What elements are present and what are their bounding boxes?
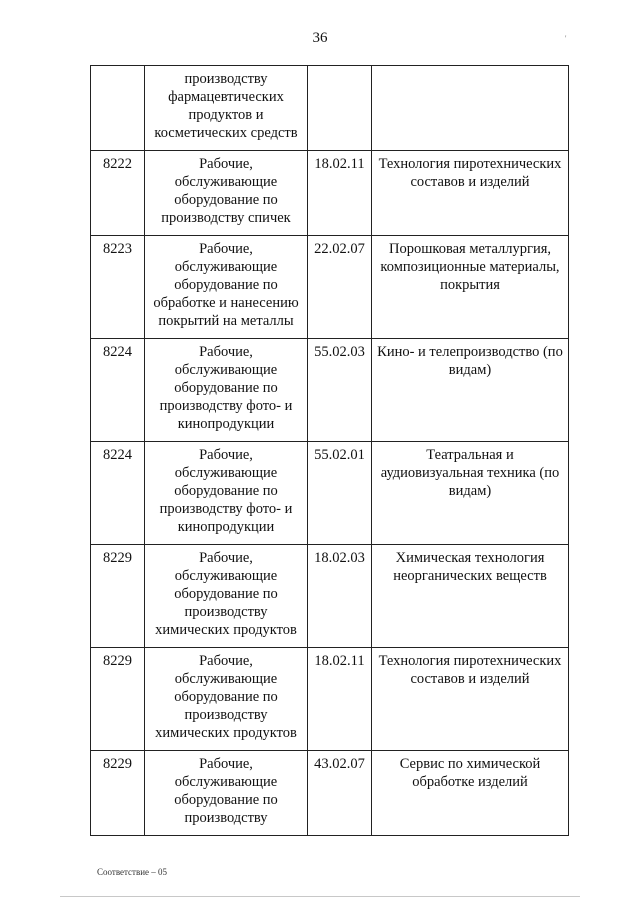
occupation-name-cell: Рабочие, обслуживающие оборудование по производству xyxy=(145,751,308,836)
specialty-code-cell: 18.02.11 xyxy=(308,151,372,236)
occupations-table xyxy=(90,65,569,836)
occupation-code-cell xyxy=(91,66,145,151)
occupation-name-cell: Рабочие, обслуживающие оборудование по обработке и нанесению покрытий на металлы xyxy=(145,236,308,339)
specialty-code-cell xyxy=(308,66,372,151)
scan-edge-line xyxy=(60,896,580,897)
table-row xyxy=(91,545,569,648)
table-row xyxy=(91,339,569,442)
occupation-code-cell: 8229 xyxy=(91,545,145,648)
page-number: 36 xyxy=(312,30,328,46)
occupation-name-cell: Рабочие, обслуживающие оборудование по производству фото- и кинопродукции xyxy=(145,442,308,545)
table-row xyxy=(91,648,569,751)
specialty-name-cell: Технология пиротехнических составов и изделий xyxy=(372,648,569,751)
specialty-code-cell: 55.02.01 xyxy=(308,442,372,545)
specialty-name-cell: Технология пиротехнических составов и изделий xyxy=(372,151,569,236)
occupation-code-cell: 8222 xyxy=(91,151,145,236)
specialty-name-cell: Химическая технология неорганических веществ xyxy=(372,545,569,648)
occupation-code-cell: 8229 xyxy=(91,648,145,751)
specialty-code-cell: 55.02.03 xyxy=(308,339,372,442)
specialty-name-cell: Кино- и телепроизводство (по видам) xyxy=(372,339,569,442)
occupation-code-cell: 8229 xyxy=(91,751,145,836)
occupation-code-cell: 8224 xyxy=(91,442,145,545)
corner-mark: ' xyxy=(565,34,567,43)
occupation-code-cell: 8223 xyxy=(91,236,145,339)
specialty-code-cell: 43.02.07 xyxy=(308,751,372,836)
specialty-code-cell: 22.02.07 xyxy=(308,236,372,339)
table-row xyxy=(91,66,569,151)
specialty-name-cell xyxy=(372,66,569,151)
specialty-name-cell: Театральная и аудиовизуальная техника (по видам) xyxy=(372,442,569,545)
specialty-name-cell: Сервис по химической обработке изделий xyxy=(372,751,569,836)
table-row xyxy=(91,751,569,836)
specialty-code-cell: 18.02.11 xyxy=(308,648,372,751)
occupation-name-cell: Рабочие, обслуживающие оборудование по производству фото- и кинопродукции xyxy=(145,339,308,442)
occupation-name-cell: Рабочие, обслуживающие оборудование по производству спичек xyxy=(145,151,308,236)
specialty-name-cell: Порошковая металлургия, композиционные материалы, покрытия xyxy=(372,236,569,339)
occupation-name-cell: Рабочие, обслуживающие оборудование по производству химических продуктов xyxy=(145,545,308,648)
table-row xyxy=(91,151,569,236)
specialty-code-cell: 18.02.03 xyxy=(308,545,372,648)
table-row xyxy=(91,236,569,339)
page-footer: Соответствие – 05 xyxy=(97,867,168,877)
occupation-name-cell: производству фармацевтических продуктов и косметических средств xyxy=(145,66,308,151)
table-row xyxy=(91,442,569,545)
occupation-code-cell: 8224 xyxy=(91,339,145,442)
occupation-name-cell: Рабочие, обслуживающие оборудование по производству химических продуктов xyxy=(145,648,308,751)
